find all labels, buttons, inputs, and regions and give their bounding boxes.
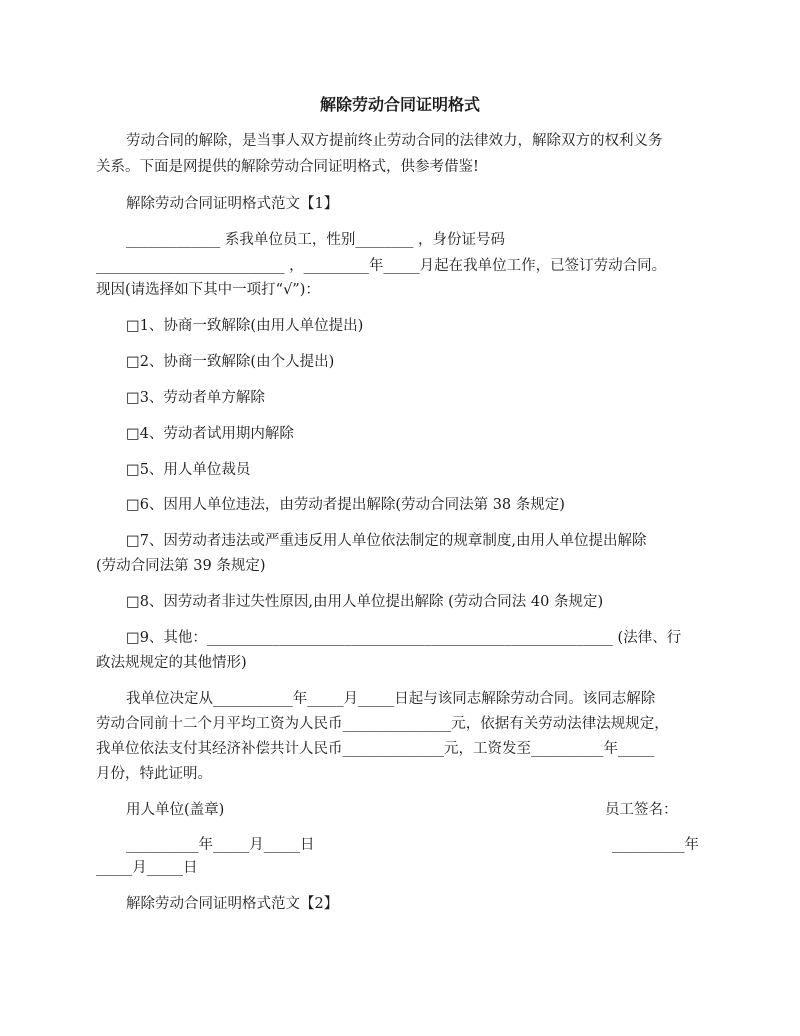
option-7: □7、因劳动者违法或严重违反用人单位依法制定的规章制度,由用人单位提出解除	[126, 533, 647, 549]
sample-2-heading: 解除劳动合同证明格式范文【2】	[126, 896, 339, 912]
form-line-1: _____________ 系我单位员工，性别________ ，身份证号码	[126, 232, 505, 248]
decision-line-4: 月份，特此证明。	[96, 766, 212, 782]
form-line-3: 现因(请选择如下其中一项打“√”)：	[96, 282, 320, 298]
sample-1-heading: 解除劳动合同证明格式范文【1】	[126, 196, 339, 212]
page-title: 解除劳动合同证明格式	[319, 95, 480, 114]
option-5: □5、用人单位裁员	[126, 462, 251, 478]
option-6: □6、因用人单位违法，由劳动者提出解除(劳动合同法第 38 条规定)	[126, 497, 565, 513]
option-4: □4、劳动者试用期内解除	[126, 426, 294, 442]
decision-line-3: 我单位依法支付其经济补偿共计人民币______________元，工资发至__________年_____	[96, 741, 655, 757]
employee-date-part-2: _____月_____日	[96, 860, 198, 876]
option-3: □3、劳动者单方解除	[126, 390, 265, 406]
employee-date-part-1: __________年	[612, 837, 699, 853]
intro-paragraph-line-2: 关系。下面是网提供的解除劳动合同证明格式，供参考借鉴!	[96, 159, 479, 175]
option-9-continued: 政法规规定的其他情形)	[96, 655, 247, 671]
form-line-2: __________________________ ，_________年_____月起在我单位工作，已签订劳动合同。	[96, 258, 667, 274]
employer-date: __________年_____月_____日	[126, 837, 315, 853]
option-2: □2、协商一致解除(由个人提出)	[126, 354, 335, 370]
option-1: □1、协商一致解除(由用人单位提出)	[126, 318, 364, 334]
option-9: □9、其他：________________________________________________________ (法律、行	[126, 630, 682, 646]
decision-line-1: 我单位决定从___________年_____月_____日起与该同志解除劳动合同。该同志解除	[126, 691, 656, 707]
intro-paragraph-line-1: 劳动合同的解除，是当事人双方提前终止劳动合同的法律效力，解除双方的权利义务	[126, 133, 663, 149]
option-7-continued: (劳动合同法第 39 条规定)	[96, 558, 266, 574]
employer-seal-label: 用人单位(盖章)	[126, 802, 225, 818]
option-8: □8、因劳动者非过失性原因,由用人单位提出解除 (劳动合同法 40 条规定)	[126, 594, 604, 610]
employee-signature-label: 员工签名：	[605, 802, 678, 818]
decision-line-2: 劳动合同前十二个月平均工资为人民币_______________元，依据有关劳动法律法规规定，	[96, 716, 669, 732]
